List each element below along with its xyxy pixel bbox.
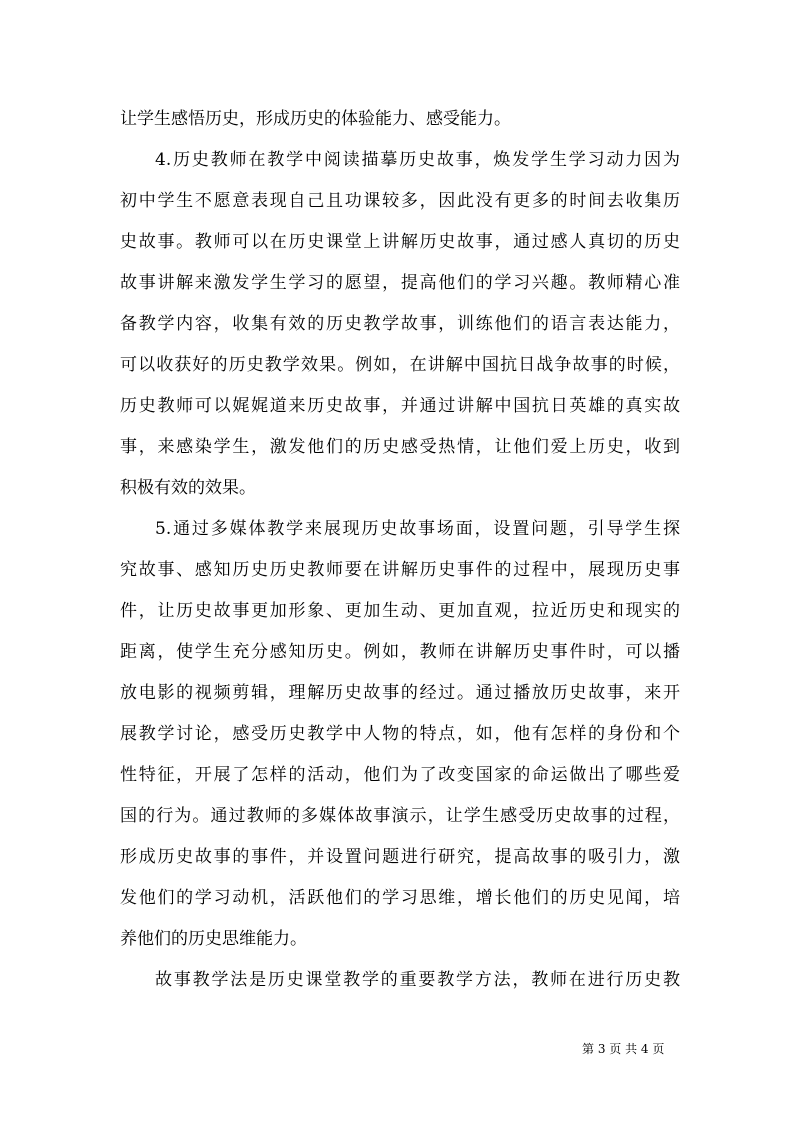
paragraph-line: 性特征，开展了怎样的活动，他们为了改变国家的命运做出了哪些爱 xyxy=(120,765,680,785)
paragraph-line: 可以收获好的历史教学效果。例如，在讲解中国抗日战争故事的时候， xyxy=(120,355,680,375)
paragraph-line: 放电影的视频剪辑，理解历史故事的经过。通过播放历史故事，来开 xyxy=(120,683,680,703)
paragraph-line: 历史教师可以娓娓道来历史故事，并通过讲解中国抗日英雄的真实故 xyxy=(120,396,680,416)
paragraph-line: 5.通过多媒体教学来展现历史故事场面，设置问题，引导学生探 xyxy=(155,519,680,539)
paragraph-line: 4.历史教师在教学中阅读描摹历史故事，焕发学生学习动力因为 xyxy=(155,150,680,170)
paragraph-line: 积极有效的效果。 xyxy=(120,478,256,498)
paragraph-line: 初中学生不愿意表现自己且功课较多，因此没有更多的时间去收集历 xyxy=(120,191,680,211)
paragraph-line: 件，让历史故事更加形象、更加生动、更加直观，拉近历史和现实的 xyxy=(120,601,680,621)
paragraph-line: 故事讲解来激发学生学习的愿望，提高他们的学习兴趣。教师精心准 xyxy=(120,273,680,293)
paragraph-line: 发他们的学习动机，活跃他们的学习思维，增长他们的历史见闻，培 xyxy=(120,888,680,908)
paragraph-line: 究故事、感知历史历史教师要在讲解历史事件的过程中，展现历史事 xyxy=(120,560,680,580)
paragraph-line: 养他们的历史思维能力。 xyxy=(120,929,307,949)
page-number-label: 第 3 页 共 4 页 xyxy=(582,1042,665,1056)
paragraph-line: 备教学内容，收集有效的历史教学故事，训练他们的语言表达能力， xyxy=(120,314,680,334)
paragraph-line: 形成历史故事的事件，并设置问题进行研究，提高故事的吸引力，激 xyxy=(120,847,680,867)
paragraph-line: 故事教学法是历史课堂教学的重要教学方法，教师在进行历史教 xyxy=(155,970,680,990)
page-footer xyxy=(0,1041,794,1057)
paragraph-line: 展教学讨论，感受历史教学中人物的特点，如，他有怎样的身份和个 xyxy=(120,724,680,744)
paragraph-line: 让学生感悟历史，形成历史的体验能力、感受能力。 xyxy=(120,109,511,129)
paragraph-line: 国的行为。通过教师的多媒体故事演示，让学生感受历史故事的过程， xyxy=(120,806,680,826)
paragraph-line: 史故事。教师可以在历史课堂上讲解历史故事，通过感人真切的历史 xyxy=(120,232,680,252)
paragraph-line: 距离，使学生充分感知历史。例如，教师在讲解历史事件时，可以播 xyxy=(120,642,680,662)
paragraph-line: 事，来感染学生，激发他们的历史感受热情，让他们爱上历史，收到 xyxy=(120,437,680,457)
